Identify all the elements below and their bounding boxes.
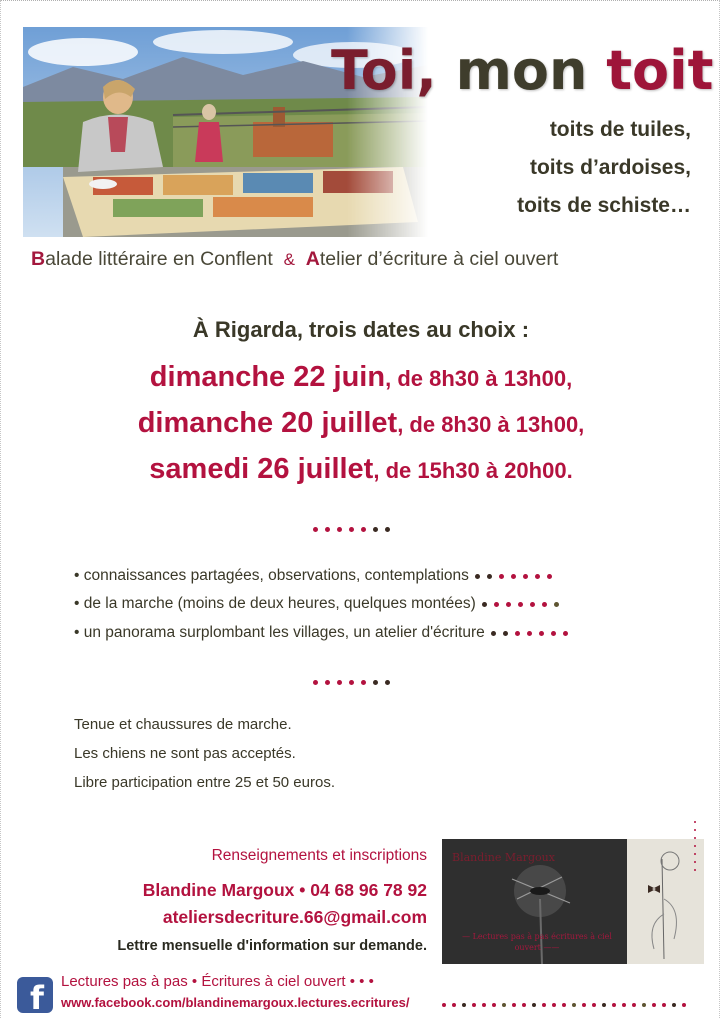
list-item [74,567,552,585]
main-title [331,39,714,102]
facebook-icon[interactable] [17,977,53,1013]
bottom-dot-row [442,1003,686,1007]
title-word-3: toit [606,39,714,102]
title-word-2: mon [455,39,588,102]
date-line [1,361,720,394]
tagline-part2-cap: A [305,248,320,270]
contact-name-phone[interactable]: Blandine Margoux • 04 68 96 78 92 [142,880,427,900]
book-thumbnail [442,839,704,964]
facebook-tagline-text: Lectures pas à pas • Écritures à ciel ouvert [61,973,346,990]
contact-heading: Renseignements et inscriptions [211,847,427,864]
facebook-tagline [61,973,374,990]
dot-separator [313,680,390,685]
facebook-url-link[interactable]: www.facebook.com/blandinemargoux.lectures.ecritures/ [61,995,410,1010]
info-line-price: Libre participation entre 25 et 50 euros. [74,774,335,791]
date-day: dimanche 20 juillet [137,407,398,439]
trailing-dots [482,602,559,607]
date-line [1,407,720,440]
bullet-text: • de la marche (moins de deux heures, quelques montées) [74,595,476,612]
date-line [1,453,720,486]
list-item [74,595,559,613]
date-time: , de 15h30 à 20h00. [373,458,573,483]
title-word-1: Toi, [331,39,437,102]
list-item [74,624,568,642]
tagline-ampersand: & [283,250,295,269]
bullet-text: • connaissances partagées, observations, contemplations [74,567,469,584]
dates-intro: À Rigarda, trois dates au choix : [192,317,530,342]
book-subtitle: — Lectures pas à pas écritures à ciel ouvert —— [462,932,612,952]
vertical-dots [694,821,696,871]
facebook-tagline-trail: • • • [345,973,374,990]
tagline-part1-cap: B [31,248,46,270]
tagline [31,248,701,271]
subtitle-ardoises: toits d’ardoises, [529,156,691,179]
contact-email-link[interactable]: ateliersdecriture.66@gmail.com [162,907,427,927]
trailing-dots [475,574,552,579]
date-day: dimanche 22 juin [149,361,386,393]
bullet-text: • un panorama surplombant les villages, un atelier d'écriture [74,624,485,641]
trailing-dots [491,631,568,636]
subtitle-schiste: toits de schiste… [517,194,691,217]
dot-separator [313,527,390,532]
date-time: , de 8h30 à 13h00, [385,366,573,391]
tagline-part2-rest: telier d’écriture à ciel ouvert [319,248,559,270]
info-line-clothing: Tenue et chaussures de marche. [74,716,292,733]
date-day: samedi 26 juillet [149,453,374,485]
info-line-dogs: Les chiens ne sont pas acceptés. [74,745,296,762]
book-author: Blandine Margoux [452,851,555,864]
date-time: , de 8h30 à 13h00, [397,412,585,437]
subtitle-tuiles: toits de tuiles, [549,118,691,141]
facebook-letter: f [30,979,44,1013]
tagline-part1-rest: alade littéraire en Conflent [45,248,273,270]
newsletter-note: Lettre mensuelle d'information sur demande. [117,938,427,954]
